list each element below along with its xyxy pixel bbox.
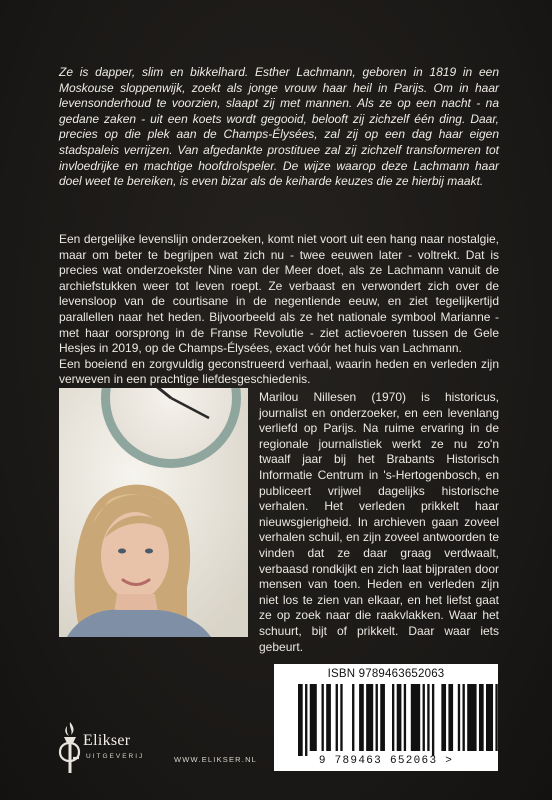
barcode-bar	[404, 684, 406, 751]
elikser-torch-logo-icon	[55, 718, 85, 776]
barcode-bar	[359, 684, 364, 751]
barcode-bar	[336, 684, 338, 751]
barcode-bar	[467, 684, 476, 751]
barcode-bar	[322, 684, 324, 751]
barcode-digits: 9 789463 652063 >	[318, 755, 454, 767]
barcode-bar	[392, 684, 394, 751]
barcode-bar	[397, 684, 402, 751]
barcode-bar	[423, 684, 425, 751]
publisher-website: WWW.ELIKSER.NL	[174, 755, 258, 764]
barcode-bar	[495, 684, 497, 751]
barcode-bar	[310, 684, 317, 751]
barcode-bar	[463, 684, 465, 751]
barcode-bar	[340, 684, 342, 751]
barcode-bar	[479, 684, 484, 751]
barcode-bar	[326, 684, 331, 751]
barcode-bar	[305, 684, 307, 756]
intro-text	[59, 232, 499, 388]
barcode-bar	[352, 684, 354, 751]
author-photo	[59, 388, 248, 637]
blurb-text: Ze is dapper, slim en bikkelhard. Esther Lachmann, geboren in 1819 in een Moskouse sloppenwijk, zoekt als jonge vrouw haar heil in Parijs. Om in haar levensonderhoud te voorzien, slaapt zij met mannen. Als ze op een nacht - na gedane zaken - uit een koets wordt gegooid, belooft zij zichzelf één ding. Daar, precies op die plek aan de Champs-Élysées, zal zij op een dag haar eigen stadspaleis verrijzen. Van afgedankte prostituee zal zij zichzelf transformeren tot invloedrijke en machtige hoofdrolspeler. De wijze waarop deze Lachmann haar doel weet te bereiken, is even bizar als de keiharde keuzes die ze hierbij maakt.	[59, 65, 499, 189]
barcode-bar	[366, 684, 373, 751]
intro-paragraph-2: Een boeiend en zorgvuldig geconstrueerd verhaal, waarin heden en verleden zijn verweven in een prachtige liefdesgeschiedenis.	[59, 356, 499, 387]
isbn-barcode	[274, 664, 498, 771]
barcode-bar	[411, 684, 420, 751]
author-portrait-icon	[59, 388, 248, 637]
publisher-logo	[55, 718, 165, 776]
publisher-name: Elikser	[83, 732, 131, 749]
barcode-bar	[441, 684, 446, 751]
barcode-bar	[427, 684, 429, 751]
author-bio: Marilou Nillesen (1970) is historicus, journalist en onderzoeker, en een levenlang verliefd op Parijs. Na ruime ervaring in de regionale journalistiek werkt ze nu zo'n twaalf jaar bij het Brabants Historisch Informatie Centrum in 's-Hertogenbosch, en publiceert vrijwel dagelijks historische verhalen. Het verleden prikkelt haar nieuwsgierigheid. In archieven gaan zoveel verhalen schuil, en zijn zoveel antwoorden te vinden dat ze daar graag verdwaalt, verbaasd rondkijkt en zich laat bijpraten door mensen van toen. Heden en verleden zijn niet los te zien van elkaar, en het liefst gaat ze op zoek naar die raakvlakken. Waar het schuurt, bijt of prikkelt. Daar waar iets gebeurt.	[259, 390, 499, 654]
barcode-bar	[376, 684, 378, 751]
barcode-bar	[458, 684, 460, 751]
barcode-bar	[298, 684, 303, 756]
intro-paragraph-1: Een dergelijke levenslijn onderzoeken, komt niet voort uit een hang naar nostalgie, maar om beter te begrijpen wat zich nu - twee eeuwen later - voltrekt. Dat is precies wat onderzoekster Nine van der Meer doet, als ze Lachmann vanuit de archiefstukken weer tot leven roept. Ze verbaast en verwondert zich over de levensloop van de courtisane in de negentiende eeuw, en ziet tegelijkertijd parallellen naar het heden. Bijvoorbeeld als ze het nationale symbool Marianne - met haar oorsprong in de Franse Revolutie - ziet actievoeren tussen de Gele Hesjes in 2019, op de Champs-Élysées, exact vóór het huis van Lachmann.	[59, 232, 499, 356]
barcode-bar	[380, 684, 385, 751]
barcode-bar	[432, 684, 434, 756]
barcode-bar	[486, 684, 493, 751]
isbn-label: ISBN 9789463652063	[327, 668, 445, 680]
barcode-bar	[448, 684, 453, 751]
publisher-subtitle: UITGEVERIJ	[86, 753, 145, 760]
